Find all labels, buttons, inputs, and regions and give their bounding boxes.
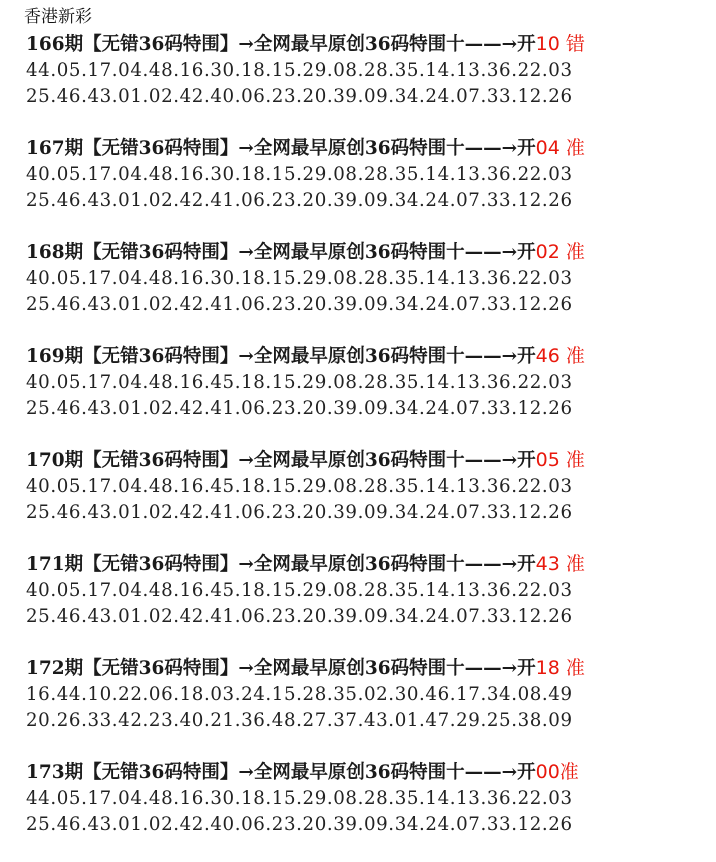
- number-line-1: 44.05.17.04.48.16.30.18.15.29.08.28.35.14.13.36.22.03: [26, 60, 573, 81]
- entry-headline: [26, 654, 706, 682]
- entry-headline: [26, 446, 706, 474]
- headline-text: 【无错36码特围】→全网最早原创36码特围十——→开: [83, 658, 536, 679]
- headline-text: 【无错36码特围】→全网最早原创36码特围十——→开: [83, 762, 536, 783]
- result-badge: 18 准: [535, 657, 585, 679]
- number-line-1: 40.05.17.04.48.16.45.18.15.29.08.28.35.14.13.36.22.03: [26, 372, 573, 393]
- headline-text: 【无错36码特围】→全网最早原创36码特围十——→开: [83, 346, 536, 367]
- number-line-2: 20.26.33.42.23.40.21.36.48.27.37.43.01.47.29.25.38.09: [26, 710, 573, 731]
- number-line-2: 25.46.43.01.02.42.40.06.23.20.39.09.34.24.07.33.12.26: [26, 86, 573, 107]
- result-badge: 10 错: [535, 33, 585, 55]
- entry-headline: [26, 550, 706, 578]
- result-badge: 00准: [535, 761, 579, 783]
- headline-text: 【无错36码特围】→全网最早原创36码特围十——→开: [83, 554, 536, 575]
- period-label: 171期: [26, 554, 84, 575]
- period-label: 172期: [26, 658, 84, 679]
- period-label: 168期: [26, 242, 84, 263]
- number-line-2: 25.46.43.01.02.42.41.06.23.20.39.09.34.24.07.33.12.26: [26, 606, 573, 627]
- entry-headline: [26, 758, 706, 786]
- number-line-2: 25.46.43.01.02.42.41.06.23.20.39.09.34.24.07.33.12.26: [26, 294, 573, 315]
- page-title: 香港新彩: [24, 7, 92, 27]
- number-line-1: 16.44.10.22.06.18.03.24.15.28.35.02.30.46.17.34.08.49: [26, 684, 573, 705]
- number-line-2: 25.46.43.01.02.42.41.06.23.20.39.09.34.24.07.33.12.26: [26, 398, 573, 419]
- number-line-1: 40.05.17.04.48.16.45.18.15.29.08.28.35.14.13.36.22.03: [26, 580, 573, 601]
- headline-text: 【无错36码特围】→全网最早原创36码特围十——→开: [83, 242, 536, 263]
- entry-headline: [26, 342, 706, 370]
- result-badge: 43 准: [535, 553, 585, 575]
- entry-headline: [26, 134, 706, 162]
- entry-173: [26, 758, 706, 862]
- number-line-1: 40.05.17.04.48.16.45.18.15.29.08.28.35.14.13.36.22.03: [26, 476, 573, 497]
- result-badge: 46 准: [535, 345, 585, 367]
- period-label: 170期: [26, 450, 84, 471]
- number-line-1: 40.05.17.04.48.16.30.18.15.29.08.28.35.14.13.36.22.03: [26, 268, 573, 289]
- headline-text: 【无错36码特围】→全网最早原创36码特围十——→开: [83, 450, 536, 471]
- headline-text: 【无错36码特围】→全网最早原创36码特围十——→开: [83, 34, 536, 55]
- number-line-1: 40.05.17.04.48.16.30.18.15.29.08.28.35.14.13.36.22.03: [26, 164, 573, 185]
- entry-172: [26, 654, 706, 758]
- entry-171: [26, 550, 706, 654]
- result-badge: 05 准: [535, 449, 585, 471]
- entry-169: [26, 342, 706, 446]
- period-label: 167期: [26, 138, 84, 159]
- period-label: 169期: [26, 346, 84, 367]
- entry-headline: [26, 30, 706, 58]
- result-badge: 04 准: [535, 137, 585, 159]
- entry-170: [26, 446, 706, 550]
- period-label: 173期: [26, 762, 84, 783]
- entry-166: [26, 30, 706, 134]
- number-line-1: 44.05.17.04.48.16.30.18.15.29.08.28.35.14.13.36.22.03: [26, 788, 573, 809]
- number-line-2: 25.46.43.01.02.42.41.06.23.20.39.09.34.24.07.33.12.26: [26, 190, 573, 211]
- number-line-2: 25.46.43.01.02.42.41.06.23.20.39.09.34.24.07.33.12.26: [26, 502, 573, 523]
- number-line-2: 25.46.43.01.02.42.40.06.23.20.39.09.34.24.07.33.12.26: [26, 814, 573, 835]
- period-label: 166期: [26, 34, 84, 55]
- entry-167: [26, 134, 706, 238]
- entry-headline: [26, 238, 706, 266]
- entry-168: [26, 238, 706, 342]
- entry-list: [26, 30, 706, 862]
- headline-text: 【无错36码特围】→全网最早原创36码特围十——→开: [83, 138, 536, 159]
- result-badge: 02 准: [535, 241, 585, 263]
